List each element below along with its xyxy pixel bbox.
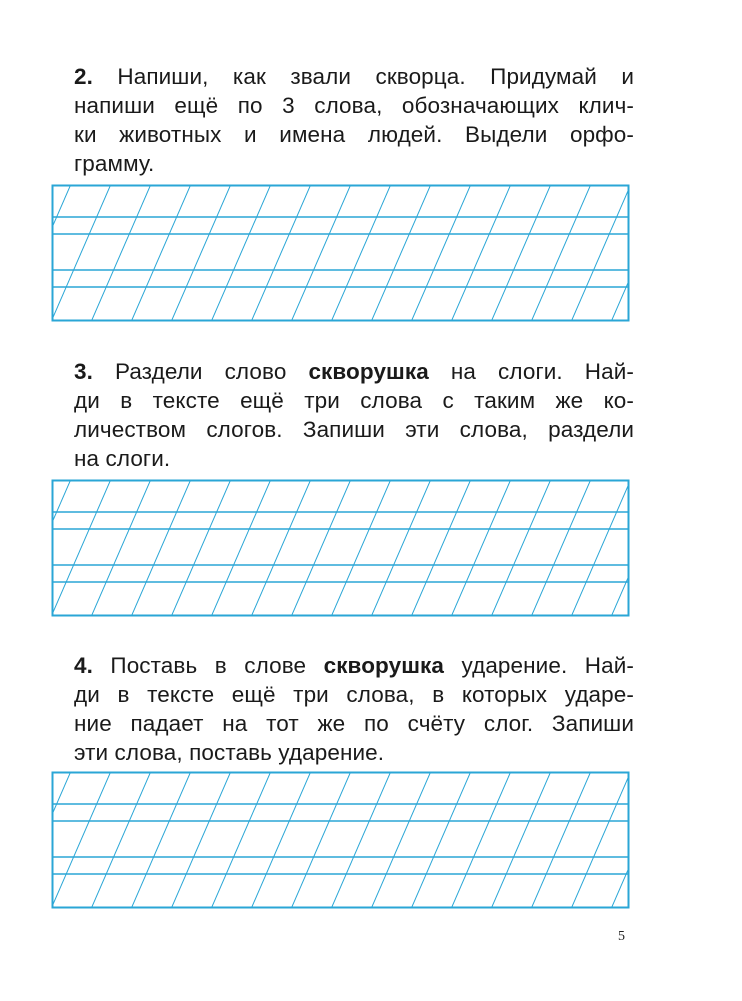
slant-ruling — [411, 771, 471, 909]
task-number: 2. — [74, 64, 93, 89]
task-text: на слоги. — [74, 446, 171, 471]
slant-ruling — [131, 771, 191, 909]
task-text: ди в тексте ещё три слова, в которых ударе- — [74, 682, 634, 707]
task-text: на слоги. Най- — [428, 359, 634, 384]
task-2 — [74, 62, 634, 178]
slant-ruling — [611, 771, 630, 909]
slant-ruling — [91, 771, 151, 909]
slant-ruling — [51, 771, 111, 909]
slant-ruling — [451, 479, 511, 617]
task-text-line — [74, 444, 634, 473]
slant-ruling — [131, 184, 191, 322]
slant-ruling — [411, 184, 471, 322]
slant-ruling — [51, 771, 71, 909]
task-text-line — [74, 120, 634, 149]
slant-ruling — [611, 184, 630, 322]
task-text-line — [74, 415, 634, 444]
task-4 — [74, 651, 634, 767]
slant-ruling — [331, 771, 391, 909]
task-text-line — [74, 680, 634, 709]
slant-ruling — [291, 479, 351, 617]
slant-ruling — [491, 771, 551, 909]
task-text: Напиши, как звали скворца. Придумай и — [92, 64, 634, 89]
slant-ruling — [131, 479, 191, 617]
task-number: 4. — [74, 653, 93, 678]
slant-ruling — [91, 184, 151, 322]
slant-ruling — [371, 771, 431, 909]
slant-ruling — [491, 479, 551, 617]
slant-ruling — [251, 479, 311, 617]
slant-ruling — [291, 771, 351, 909]
slant-ruling — [251, 771, 311, 909]
task-text: личеством слогов. Запиши эти слова, раздели — [74, 417, 634, 442]
slant-ruling — [291, 184, 351, 322]
slant-ruling — [571, 479, 630, 617]
task-text: ние падает на тот же по счёту слог. Запиши — [74, 711, 634, 736]
task-text: эти слова, поставь ударение. — [74, 740, 385, 765]
task-text-line — [74, 386, 634, 415]
slant-ruling — [611, 479, 630, 617]
slant-ruling — [171, 479, 231, 617]
task-text: ударение. Най- — [444, 653, 634, 678]
slant-ruling — [451, 184, 511, 322]
ruling-svg — [51, 771, 630, 909]
slant-ruling — [91, 479, 151, 617]
slant-ruling — [531, 771, 591, 909]
slant-ruling — [211, 479, 271, 617]
task-text-line — [74, 738, 634, 767]
slant-ruling — [211, 184, 271, 322]
writing-grid-task-3[interactable] — [51, 479, 630, 617]
highlighted-word: скворушка — [308, 359, 429, 384]
task-text: Раздели слово — [92, 359, 309, 384]
task-text: Поставь в слове — [92, 653, 324, 678]
slant-ruling — [51, 184, 111, 322]
slant-ruling — [371, 479, 431, 617]
task-text-line — [74, 709, 634, 738]
task-text: ди в тексте ещё три слова с таким же ко- — [74, 388, 634, 413]
slant-ruling — [491, 184, 551, 322]
slant-ruling — [571, 184, 630, 322]
task-text: напиши ещё по 3 слова, обозначающих клич- — [74, 93, 634, 118]
task-number: 3. — [74, 359, 93, 384]
slant-ruling — [51, 479, 111, 617]
slant-ruling — [571, 771, 630, 909]
ruling-svg — [51, 184, 630, 322]
slant-ruling — [51, 184, 71, 322]
slant-ruling — [51, 479, 71, 617]
slant-ruling — [171, 771, 231, 909]
slant-ruling — [171, 184, 231, 322]
slant-ruling — [411, 479, 471, 617]
highlighted-word: скворушка — [323, 653, 445, 678]
task-3 — [74, 357, 634, 473]
writing-grid-task-2[interactable] — [51, 184, 630, 322]
ruling-svg — [51, 479, 630, 617]
task-text-line — [74, 357, 634, 386]
slant-ruling — [251, 184, 311, 322]
task-text: грамму. — [74, 151, 155, 176]
slant-ruling — [531, 479, 591, 617]
page-number: 5 — [618, 929, 625, 944]
task-text-line — [74, 651, 634, 680]
writing-grid-task-4[interactable] — [51, 771, 630, 909]
slant-ruling — [451, 771, 511, 909]
slant-ruling — [211, 771, 271, 909]
task-text-line — [74, 91, 634, 120]
slant-ruling — [331, 479, 391, 617]
task-text: ки животных и имена людей. Выдели орфо- — [74, 122, 634, 147]
task-text-line — [74, 149, 634, 178]
slant-ruling — [531, 184, 591, 322]
slant-ruling — [371, 184, 431, 322]
slant-ruling — [331, 184, 391, 322]
task-text-line — [74, 62, 634, 91]
